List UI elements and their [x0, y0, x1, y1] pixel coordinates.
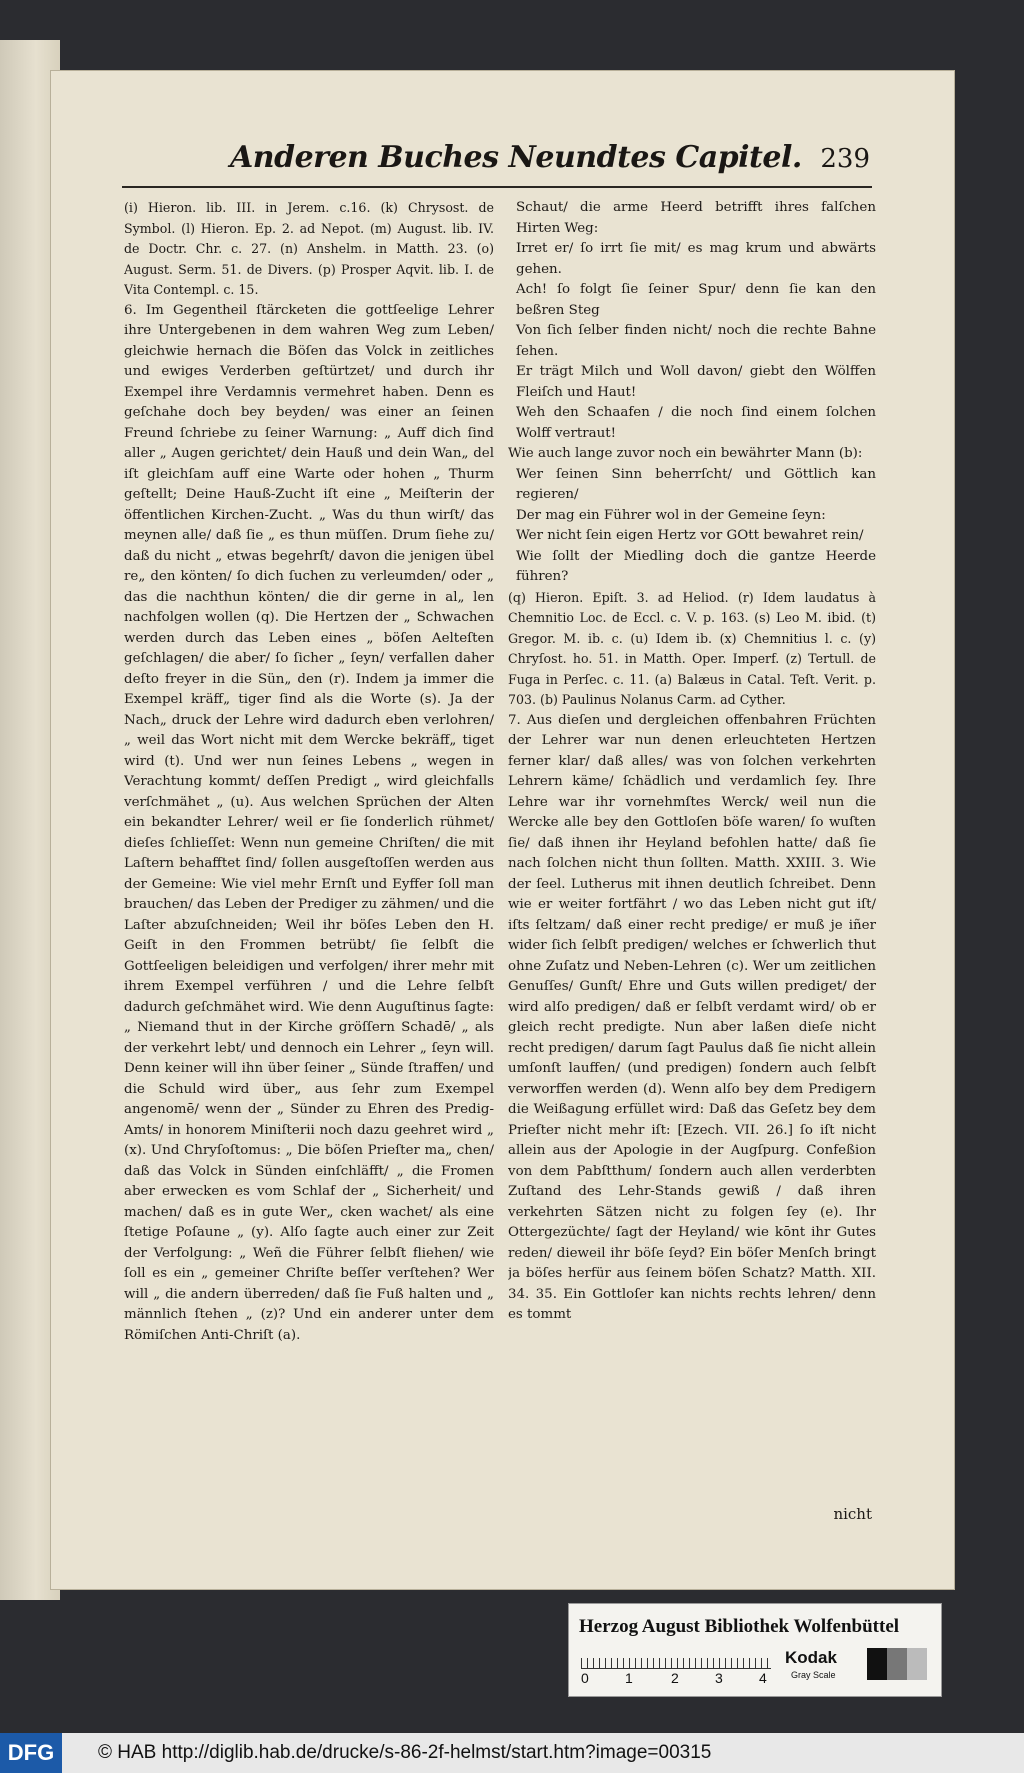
chapter-title: Anderen Buches Neundtes Capitel.: [230, 140, 802, 175]
running-header: [230, 140, 870, 188]
gray-scale-label: Gray Scale: [791, 1670, 836, 1680]
footnotes-right: (q) Hieron. Epiſt. 3. ad Heliod. (r) Idem laudatus à Chemnitio Loc. de Eccl. c. V. p. 163. (s) Leo M. ibid. (t) Gregor. M. ib. c. (u) Idem ib. (x) Chemnitius l. c. (y) Chryſost. ho. 51. in Matth. Oper. Imperf. (z) Tertull. de Fuga in Perſec. c. 11. (a) Balæus in Catal. Teſt. Verit. p. 703. (b) Paulinus Nolanus Carm. ad Cyther.: [508, 589, 876, 707]
paragraph-6: 6. Im Gegentheil ſtärcketen die gottſeelige Lehrer ihre Untergebenen in dem wahren Weg zum Leben/ gleichwie hernach die Böſen das Volck in zeitliches und ewiges Verderben geſtürtzet/ und durch ihr Exempel ihre Verdamnis vermehret haben. Denn es geſchahe doch bey beyden/ was einer an ſeinen Freund ſchriebe zu ſeiner Warnung: „ Auff dich ſind aller „ Augen gerichtet/ dein Hauß und dein Wan„ del iſt gleichſam auff eine Warte oder hohen „ Thurm geſtellt; Deine Hauß-Zucht iſt eine „ Meiſterin der öffentlichen Kirchen-Zucht. „ Was du thun wirſt/ das meynen alle/ daß ſie „ es thun müſſen. Drum ſiehe zu/ daß du nicht „ etwas begehrſt/ davon die jenigen übel re„ den könten/ ſo dich ſuchen zu verleumden/ oder „ das die nachthun könten/ die dir gerne in al„ len nachfolgen wollen (q). Die Hertzen der „ Schwachen werden durch das Leben eines „ böſen Aelteſten geſchlagen/ die aber/ ſo ſicher „ ſeyn/ verfallen daher deſto freyer in die Sün„ den (r). Indem ja immer die Exempel kräff„ tiger ſind als die Worte (s). Ja der Nach„ druck der Lehre wird dadurch eben verlohren/ „ weil das Wort nicht mit dem Wercke bekräff„ tiget wird (t). Und wer nun ſeines Lebens „ wegen in Verachtung kommt/ deſſen Predigt „ wird gleichfalls verſchmähet „ (u). Aus welchen Sprüchen der Alten ein bekandter Lehrer/ weil er ſie ſonderlich rühmet/ dieſes ſchlieſſet: Wenn nun gemeine Chriſten/ die mit Laſtern behafftet ſind/ ſollen ausgeſtoſſen werden aus der Gemeine: Wie viel mehr Ernſt und Eyffer ſoll man brauchen/ das Leben der Prediger zu zähmen/ und die Laſter abzuſchneiden; Weil ihr böſes Leben den H. Geiſt in den Frommen betrübt/ ſie ſelbſt die Gottſeeligen beleidigen und verfolgen/ ihrer mehr mit ihrem Exempel verführen / und die Lehre ſelbſt dadurch geſchmähet wird. Wie denn Auguſtinus ſagte: „ Niemand thut in der Kirche gröſſern Schadē/ „ als der verkehrt lebt/ und dennoch ein Lehrer „ ſeyn will. Denn keiner will ihn über ſeiner „ Sünde ſtraffen/ und die Schuld wird über„ aus ſehr zum Exempel angenomē/ wenn der „ Sünder zu Ehren des Predig-Amts/ in honorem Miniſterii noch dazu geehret wird „ (x). Und Chryſoſtomus: „ Die böſen Prieſter ma„ chen/ daß das Volck in Sünden einſchläfft/ „ die Fromen aber erwecken es vom Schlaf der „ Sicherheit/ und machen/ daß es in gute Wer„ cken wachet/ als eine ſtetige Poſaune „ (y). Alſo ſagte auch einer zur Zeit der Verfolgung: „ Weñ die Führer ſelbſt fliehen/ wie ſoll es ein „ gemeiner Chriſte beſſer verſtehen? Wer will „ die andern überreden/ daß ſie Fuß halten und „ männlich ſtehen „ (z)? Und ein anderer unter dem Römiſchen Anti-Chriſt (a).: [124, 302, 494, 1343]
verse-line: Schaut/ die arme Heerd betrifft ihres falſchen Hirten Weg:: [516, 200, 876, 236]
right-column: [508, 198, 876, 1528]
gray-scale: [581, 1648, 921, 1688]
page-number: 239: [820, 144, 870, 174]
footnotes-left: (i) Hieron. lib. III. in Jerem. c.16. (k) Chrysost. de Symbol. (l) Hieron. Ep. 2. ad Nepot. (m) August. lib. IV. de Doctr. Chr. c. 27. (n) Anshelm. in Matth. 23. (o) August. Serm. 51. de Divers. (p) Prosper Aqvit. lib. I. de Vita Contempl. c. 15.: [124, 200, 494, 297]
library-name: Herzog August Bibliothek Wolfenbüttel: [579, 1616, 900, 1637]
paragraph-7: 7. Aus dieſen und dergleichen offenbahren Früchten der Lehrer war nun denen erleuchteten Hertzen ferner klar/ daß alles/ was von ſolchen verkehrten Lehrern käme/ ſchädlich und verdamlich ſey. Ihre Lehre war ihr vornehmſtes Werck/ weil nun die Wercke alle bey den Gottloſen böſe waren/ ſo wuſten ſie/ daß ihnen ihr Heyland befohlen hatte/ daß ſie nach ſolchen nicht thun ſollten. Matth. XXIII. 3. Wie der ſeel. Lutherus mit ihnen deutlich ſchreibet. Denn wie er weiter fortfährt / wo das Leben nicht gut iſt/ iſts ſeltzam/ daß einer recht predige/ er muß je iñer wider ſich ſelbſt predigen/ welches er ſchwerlich thut ohne Zuſatz und Neben-Lehren (c). Wer um zeitlichen Genuſſes/ Gunſt/ Ehre und Guts willen prediget/ der wird alſo predigen/ daß er ſelbſt verdamt wird/ ob er gleich recht predigte. Nun aber laßen dieſe nicht recht predigen/ darum ſagt Paulus daß ſie nicht allein umſonſt lauffen/ (und predigen) ſondern auch ſelbſt verworffen werden (d). Wenn alſo bey dem Predigern die Weißagung erfüllet wird: Daß das Geſetz bey dem Prieſter nicht mehr iſt: [Ezech. VII. 26.] ſo iſt nicht allein aus der Apologie in der Augſpurg. Confeßion von dem Pabſtthum/ ſondern auch allen verderbten Zuſtand des Lehr-Stands gewiß / daß ihren verkehrten Sätzen nicht zu folgen ſey (e). Ihr Ottergezüchte/ ſagt der Heyland/ wie kōnt ihr Gutes reden/ dieweil ihr böſe ſeyd? Ein böſer Menſch bringt ja böſes herfür aus ſeinem böſen Schatz? Matth. XII. 34. 35. Ein Gottloſer kan nichts rechts lehren/ denn es tommt: [508, 712, 876, 1322]
scale-number: 1: [625, 1670, 633, 1686]
verse-line: Wer nicht ſein eigen Hertz vor GOtt bewahret rein/: [516, 528, 864, 543]
verse-line: Weh den Schaafen / die noch ſind einem ſolchen Wolff vertraut!: [516, 405, 876, 441]
verse-line: Irret er/ ſo irrt ſie mit/ es mag krum und abwärts gehen.: [516, 241, 876, 277]
kodak-logo: Kodak: [785, 1648, 837, 1667]
viewer-footer: [0, 1733, 1024, 1773]
verse-block-2: [516, 465, 876, 588]
verse-line: Wer ſeinen Sinn beherrſcht/ und Göttlich kan regieren/: [516, 466, 876, 502]
catchword: nicht: [833, 1505, 872, 1523]
verse-line: Er trägt Milch und Woll davon/ giebt den Wölffen Fleiſch und Haut!: [516, 364, 876, 400]
scale-number: 3: [715, 1670, 723, 1686]
scale-number: 2: [671, 1670, 679, 1686]
swatch-light: [907, 1648, 927, 1680]
swatch-gray: [887, 1648, 907, 1680]
dfg-logo: DFG: [0, 1733, 62, 1773]
verse-line: Der mag ein Führer wol in der Gemeine ſeyn:: [516, 507, 826, 523]
scale-number: 4: [759, 1670, 767, 1686]
source-url[interactable]: © HAB http://diglib.hab.de/drucke/s-86-2f-helmst/start.htm?image=00315: [98, 1742, 712, 1763]
left-column: [124, 198, 494, 1528]
scale-ruler: [581, 1648, 771, 1669]
swatch-black: [867, 1648, 887, 1680]
verse-line: Wie ſollt der Miedling doch die gantze Heerde führen?: [516, 548, 876, 584]
header-rule: [122, 186, 872, 188]
scale-number: 0: [581, 1670, 589, 1686]
verse-line: Von ſich ſelber finden nicht/ noch die rechte Bahne ſehen.: [516, 323, 876, 359]
verse-intro: Wie auch lange zuvor noch ein bewährter Mann (b):: [508, 446, 863, 461]
verse-block-1: [516, 198, 876, 444]
verse-line: Ach! ſo folgt ſie ſeiner Spur/ denn ſie kan den beßren Steg: [516, 282, 876, 318]
color-target-card: [568, 1603, 942, 1697]
